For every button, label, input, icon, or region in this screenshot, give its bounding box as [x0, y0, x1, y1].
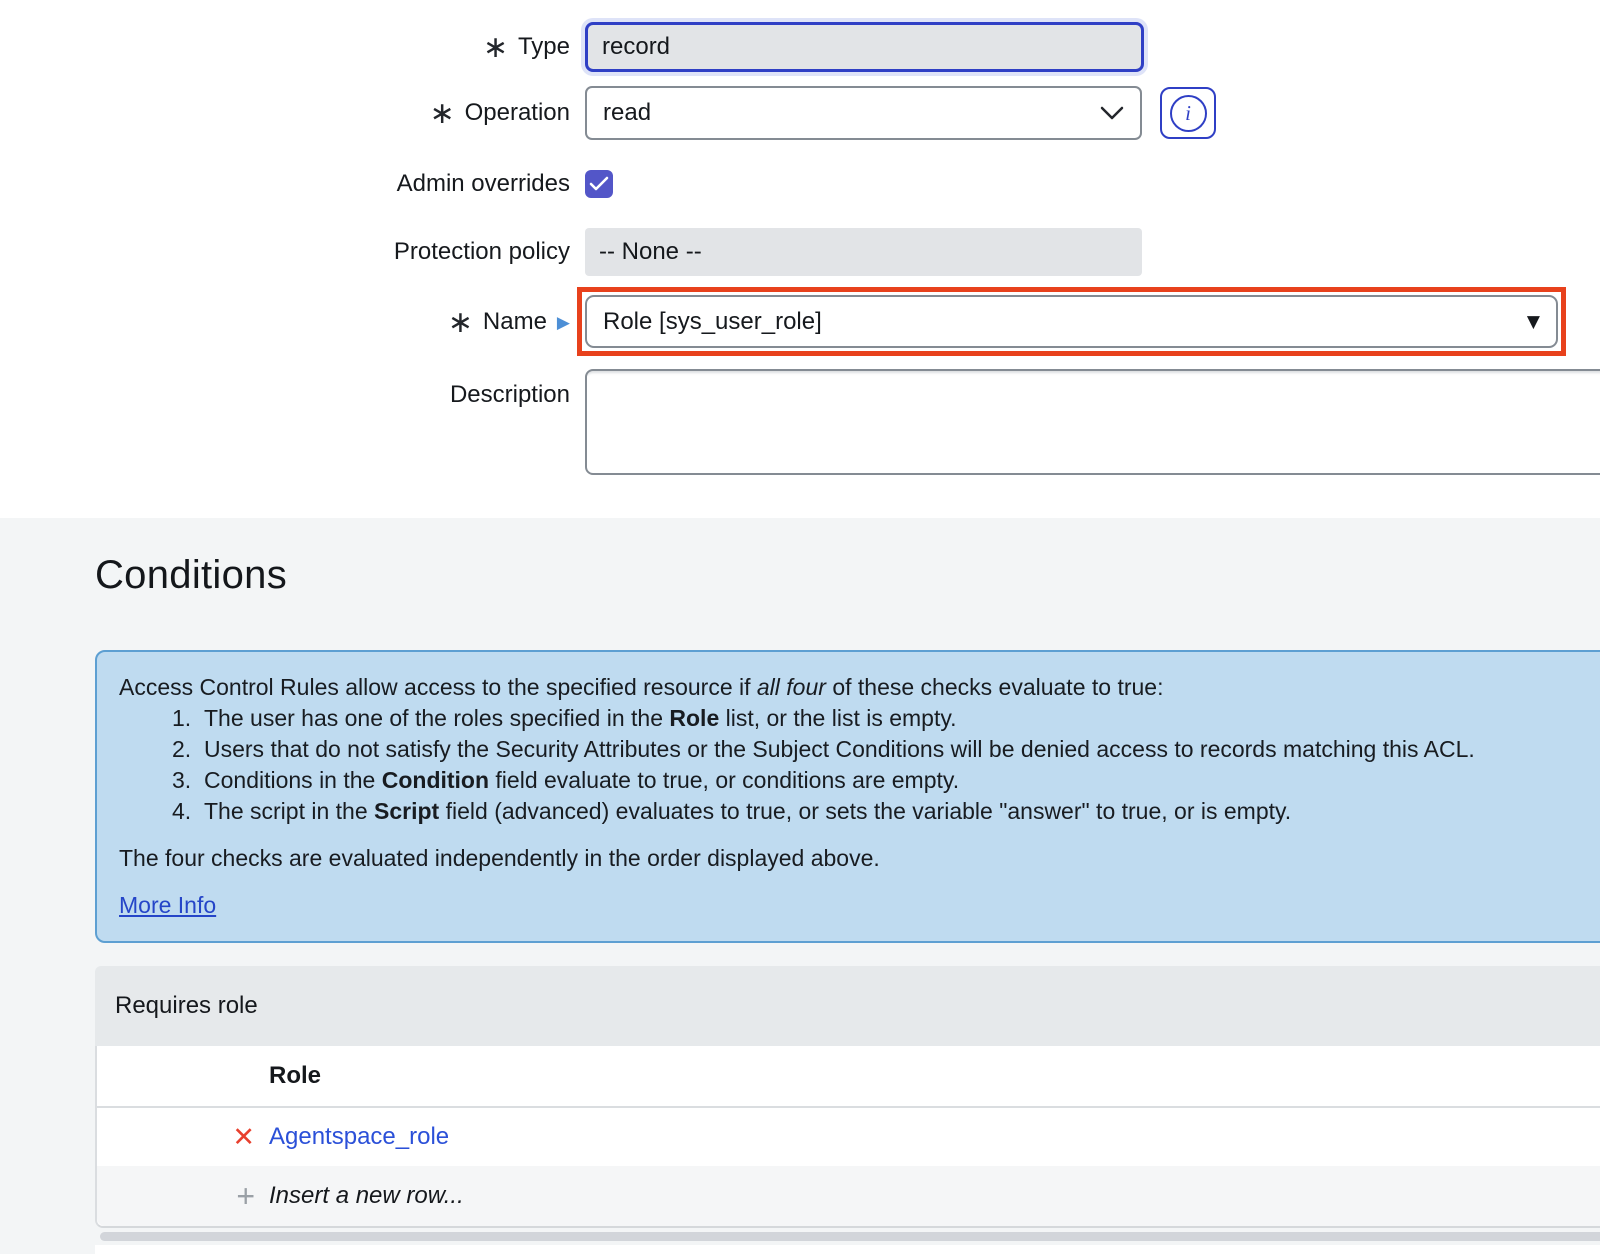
operation-label: [0, 96, 570, 131]
type-label: [0, 30, 570, 65]
admin-overrides-label: [0, 170, 570, 198]
list-item: 1. The user has one of the roles specified in the Role list, or the list is empty.: [172, 705, 957, 731]
role-column-header: Role: [269, 1062, 322, 1089]
protection-policy-label: [0, 238, 570, 266]
list-item: 4. The script in the Script field (advanced) evaluates to true, or sets the variable "answer" to true, or is empty.: [172, 798, 1292, 824]
conditions-heading: Conditions: [95, 553, 288, 597]
field-hint-arrow-icon: ▶: [556, 312, 570, 333]
form-row-operation: [0, 86, 1600, 140]
dropdown-arrow-icon: ▼: [1526, 311, 1540, 332]
admin-overrides-label-text: Admin overrides: [396, 170, 570, 197]
insert-new-row[interactable]: [97, 1166, 1600, 1226]
check-icon: [589, 176, 609, 192]
protection-policy-label-text: Protection policy: [393, 238, 570, 265]
delete-row-icon[interactable]: ✕: [232, 1121, 255, 1153]
conditions-section: [0, 518, 1600, 1254]
table-row: [97, 1108, 1600, 1166]
operation-info-button[interactable]: [1160, 87, 1216, 139]
form-row-description: [0, 369, 1600, 475]
name-select[interactable]: [585, 295, 1558, 348]
required-marker-icon: ∗: [447, 304, 473, 340]
admin-overrides-checkbox[interactable]: [585, 170, 613, 198]
next-section-card: [95, 1245, 1600, 1254]
description-label-text: Description: [449, 381, 570, 408]
horizontal-scrollbar[interactable]: [100, 1232, 1600, 1241]
requires-role-title: Requires role: [115, 992, 258, 1019]
operation-value: read: [603, 99, 652, 126]
role-link[interactable]: Agentspace_role: [269, 1123, 450, 1150]
name-value: Role [sys_user_role]: [603, 307, 822, 335]
operation-label-text: Operation: [464, 99, 570, 126]
required-marker-icon: ∗: [482, 30, 508, 65]
acl-form: [0, 0, 1600, 475]
operation-select[interactable]: [585, 86, 1142, 140]
description-label: [0, 369, 570, 409]
insert-row-label: Insert a new row...: [269, 1182, 464, 1209]
list-item: 2. Users that do not satisfy the Security Attributes or the Subject Conditions will be denied access to records matching this ACL.: [172, 736, 1475, 762]
form-row-name: [0, 287, 1600, 356]
more-info-link[interactable]: More Info: [119, 892, 217, 918]
name-label-text: Name: [482, 307, 547, 335]
highlight-annotation-box: [577, 287, 1566, 356]
type-value: record: [602, 33, 671, 60]
table-header-row: [97, 1046, 1600, 1108]
name-label: [0, 304, 570, 340]
form-row-protection-policy: [0, 228, 1600, 276]
required-marker-icon: ∗: [429, 96, 455, 131]
protection-policy-value: -- None --: [599, 238, 702, 265]
form-row-admin-overrides: [0, 170, 1600, 198]
acl-info-box: [95, 650, 1600, 943]
chevron-down-icon: [1100, 106, 1124, 121]
description-textarea[interactable]: [585, 369, 1600, 475]
type-field[interactable]: [585, 22, 1144, 72]
form-row-type: [0, 22, 1600, 72]
requires-role-header: [95, 966, 1600, 1046]
info-check-list: [119, 703, 1599, 827]
info-intro: Access Control Rules allow access to the specified resource if all four of these checks evaluate to true:: [119, 674, 1164, 700]
list-item: 3. Conditions in the Condition field evaluate to true, or conditions are empty.: [172, 767, 960, 793]
info-footer: The four checks are evaluated independently in the order displayed above.: [119, 845, 880, 871]
requires-role-table: [95, 1046, 1600, 1228]
info-icon: i: [1170, 95, 1207, 132]
protection-policy-field: [585, 228, 1142, 276]
add-row-icon: +: [236, 1178, 255, 1214]
type-label-text: Type: [517, 33, 570, 60]
